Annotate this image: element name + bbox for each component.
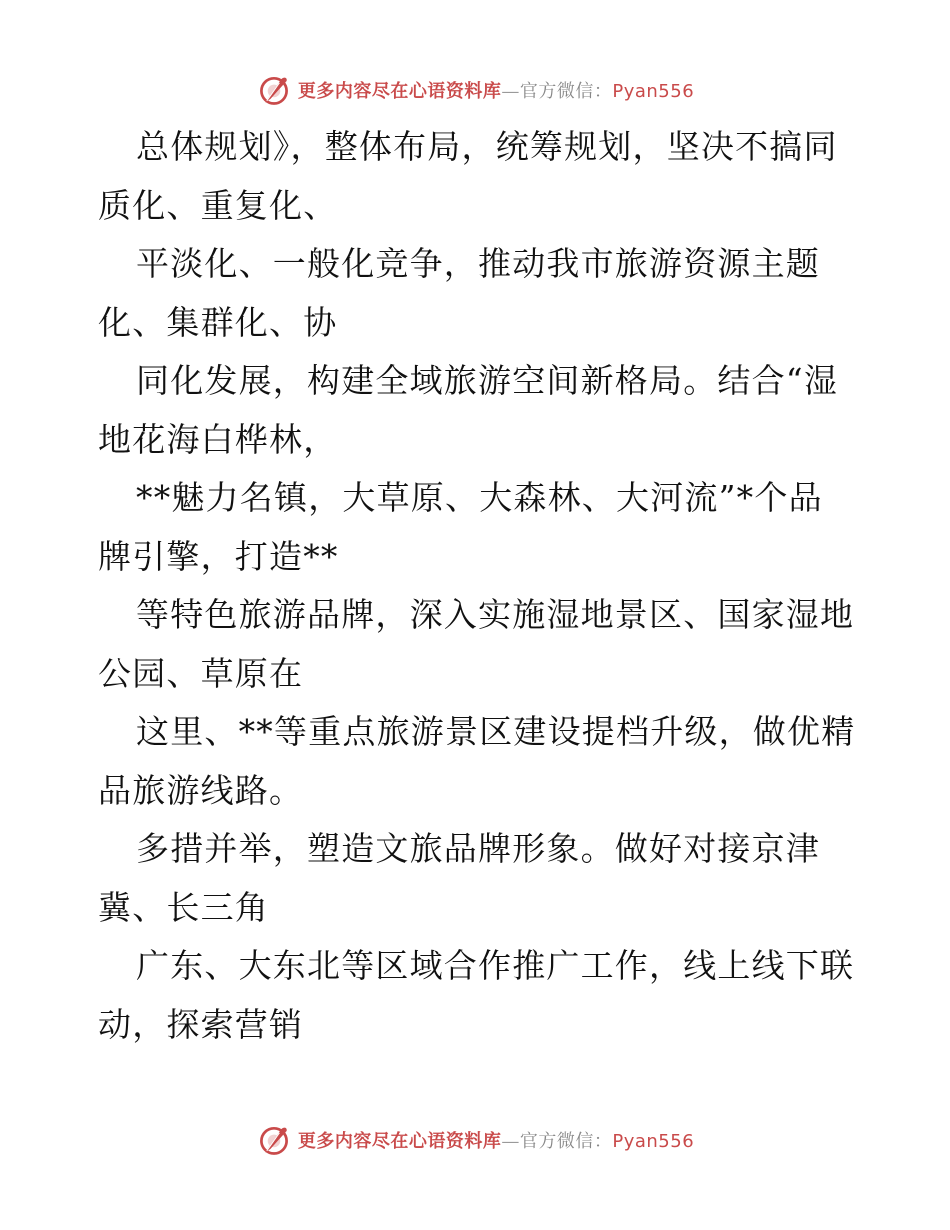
text-line: 平淡化、一般化竞争，推动我市旅游资源主题 [136, 244, 820, 283]
text-line: 同化发展，构建全域旅游空间新格局。结合“湿 [136, 361, 839, 400]
banner-site-name: 更多内容尽在心语资料库 [297, 81, 502, 102]
banner-wechat-label: 官方微信： [519, 1131, 613, 1152]
banner-account-id: Pyan556 [612, 81, 695, 102]
banner-dash: — [501, 1131, 520, 1152]
text-line: 多措并举，塑造文旅品牌形象。做好对接京津 [136, 829, 820, 868]
text-line: 质化、重复化、 [98, 185, 338, 225]
text-line: 广东、大东北等区域合作推广工作，线上线下联 [136, 946, 855, 985]
banner-dash: — [501, 81, 520, 102]
document-body [98, 118, 858, 1054]
header-banner [0, 70, 950, 110]
text-line: 化、集群化、协 [98, 302, 338, 342]
feather-pen-seal-icon [256, 72, 292, 108]
text-line: 公园、草原在 [98, 653, 304, 693]
banner-wechat-label: 官方微信： [519, 81, 613, 102]
text-line: 品旅游线路。 [98, 770, 304, 810]
text-line: **魅力名镇，大草原、大森林、大河流”*个品 [136, 478, 823, 517]
banner-site-name: 更多内容尽在心语资料库 [297, 1131, 502, 1152]
footer-banner [0, 1120, 950, 1160]
text-line: 总体规划》，整体布局，统筹规划，坚决不搞同 [136, 127, 838, 166]
text-line: 等特色旅游品牌，深入实施湿地景区、国家湿地 [136, 595, 855, 634]
text-line: 冀、长三角 [98, 887, 269, 927]
banner-account-id: Pyan556 [612, 1131, 695, 1152]
text-line: 动，探索营销 [98, 1004, 304, 1044]
text-line: 这里、**等重点旅游景区建设提档升级，做优精 [136, 712, 856, 751]
feather-pen-seal-icon [256, 1122, 292, 1158]
banner-caption [298, 1127, 694, 1153]
text-line: 牌引擎，打造** [98, 536, 339, 576]
text-line: 地花海白桦林， [98, 419, 338, 459]
banner-caption [298, 77, 694, 103]
